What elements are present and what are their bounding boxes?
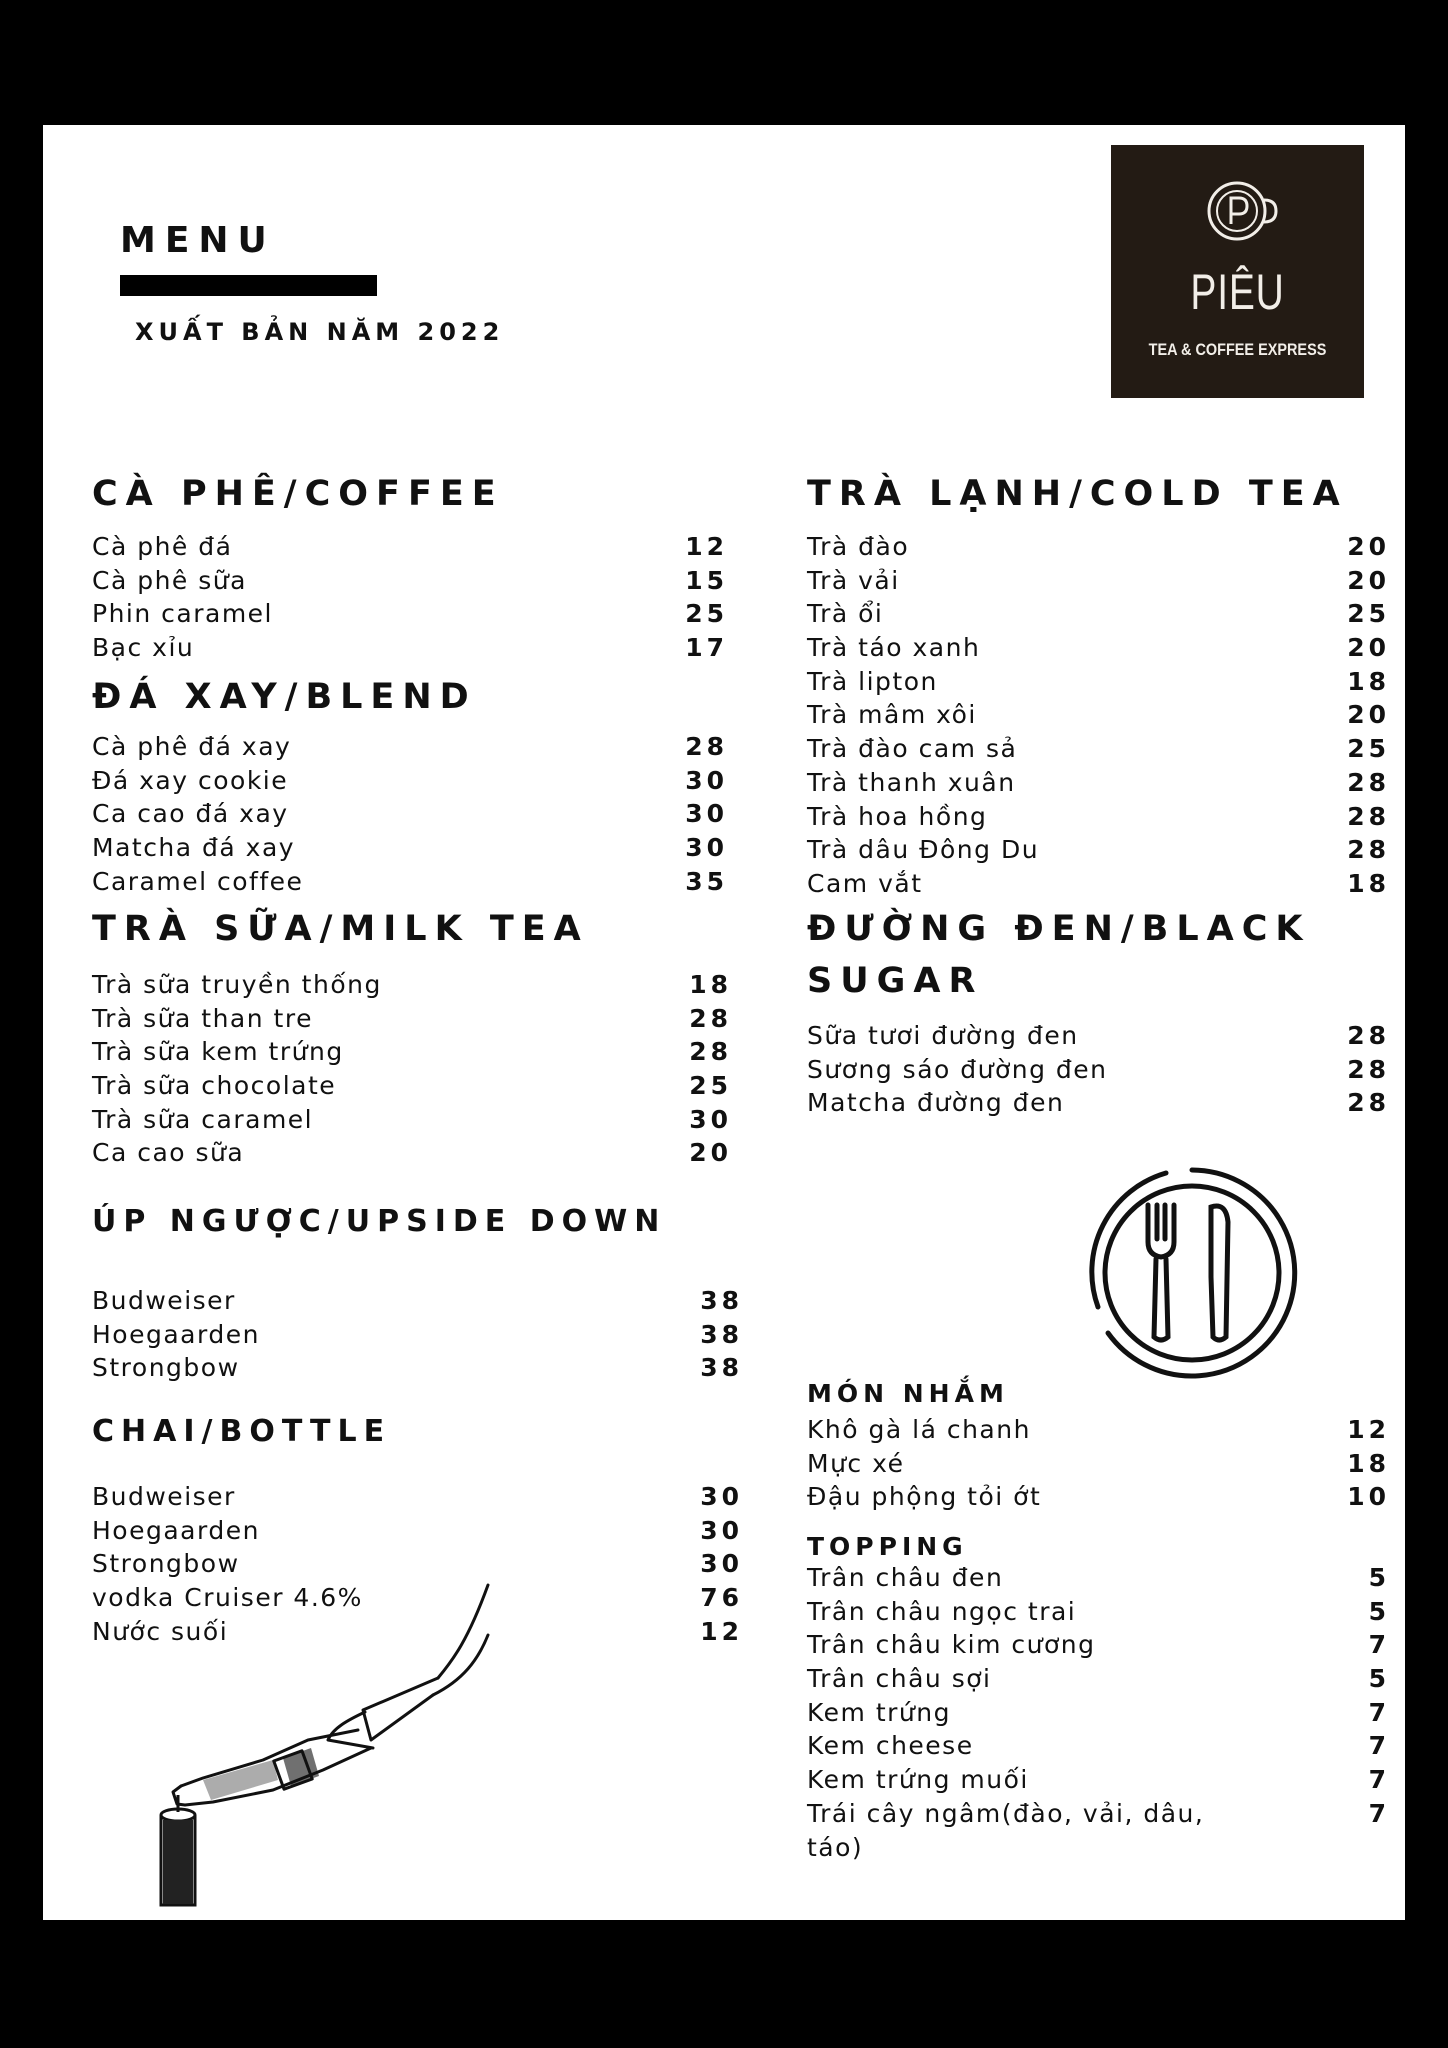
menu-item: Sương sáo đường đen 28 <box>807 1053 1390 1087</box>
menu-item: Trà hoa hồng 28 <box>807 800 1390 834</box>
item-price: 25 <box>689 1071 732 1101</box>
item-price: 30 <box>685 833 728 863</box>
section-title-snacks: MÓN NHẮM <box>807 1379 1009 1408</box>
menu-item: Trà mâm xôi 20 <box>807 698 1390 732</box>
item-price: 18 <box>689 970 732 999</box>
menu-item: Nước suối 12 <box>92 1615 743 1649</box>
menu-item: Cà phê sữa 15 <box>92 564 728 598</box>
item-price: 30 <box>689 1104 732 1134</box>
menu-item: Ca cao sữa 20 <box>92 1136 732 1170</box>
coffee-cup-logo-icon <box>1111 178 1364 244</box>
item-price: 18 <box>1347 666 1390 696</box>
black-sugar-title-line2: SUGAR <box>807 961 984 1001</box>
item-price: 15 <box>685 565 728 595</box>
menu-item: vodka Cruiser 4.6% 76 <box>92 1581 743 1615</box>
item-price: 28 <box>1347 835 1390 865</box>
item-price: 7 <box>1368 1798 1390 1828</box>
item-price: 20 <box>1347 633 1390 663</box>
item-price: 30 <box>700 1549 743 1579</box>
item-price: 28 <box>1347 767 1390 797</box>
item-price: 20 <box>1347 700 1390 730</box>
item-price: 7 <box>1368 1697 1390 1727</box>
menu-subtitle: XUẤT BẢN NĂM 2022 <box>135 318 505 346</box>
item-price: 12 <box>1347 1415 1390 1444</box>
section-title-black-sugar <box>807 903 1311 1007</box>
snacks-list <box>807 1413 1390 1514</box>
menu-item: Trân châu kim cương 7 <box>807 1628 1390 1662</box>
item-price: 38 <box>700 1286 743 1315</box>
item-price: 38 <box>700 1319 743 1349</box>
item-price: 38 <box>700 1353 743 1383</box>
menu-item: Ca cao đá xay 30 <box>92 797 728 831</box>
menu-item: Đậu phộng tỏi ớt 10 <box>807 1480 1390 1514</box>
menu-title: MENU <box>120 220 276 261</box>
menu-item: Trà lipton 18 <box>807 665 1390 699</box>
item-price: 10 <box>1347 1482 1390 1512</box>
item-price: 28 <box>1347 1088 1390 1118</box>
item-price: 25 <box>1347 734 1390 764</box>
item-price: 35 <box>685 866 728 896</box>
item-price: 28 <box>689 1003 732 1033</box>
item-price: 28 <box>689 1037 732 1067</box>
section-title-bottle: CHAI/BOTTLE <box>92 1414 392 1449</box>
menu-item: Cam vắt 18 <box>807 867 1390 901</box>
milk-tea-list <box>92 968 732 1170</box>
menu-item: Hoegaarden 30 <box>92 1514 743 1548</box>
item-price: 5 <box>1368 1596 1390 1626</box>
menu-item: Trà đào 20 <box>807 530 1390 564</box>
menu-item: Sữa tươi đường đen 28 <box>807 1019 1390 1053</box>
menu-item: Trái cây ngâm(đào, vải, dâu, táo) 7 <box>807 1798 1390 1862</box>
menu-item: Mực xé 18 <box>807 1447 1390 1481</box>
item-price: 28 <box>685 732 728 761</box>
item-price: 30 <box>700 1515 743 1545</box>
brand-name: PIÊU <box>1190 264 1285 320</box>
item-price: 5 <box>1368 1664 1390 1694</box>
menu-item: Kem trứng 7 <box>807 1696 1390 1730</box>
menu-item: Trà sữa truyền thống 18 <box>92 968 732 1002</box>
item-price: 25 <box>1347 599 1390 629</box>
section-title-upside-down: ÚP NGƯỢC/UPSIDE DOWN <box>92 1204 667 1239</box>
coffee-list <box>92 530 728 665</box>
section-title-blend: ĐÁ XAY/BLEND <box>92 677 477 717</box>
section-title-milk-tea: TRÀ SỮA/MILK TEA <box>92 909 589 949</box>
item-price: 20 <box>1347 532 1390 561</box>
menu-item: Trà sữa than tre 28 <box>92 1002 732 1036</box>
menu-item: Trà sữa chocolate 25 <box>92 1069 732 1103</box>
item-price: 30 <box>700 1482 743 1511</box>
menu-item: Budweiser 30 <box>92 1480 743 1514</box>
black-sugar-title-line1: ĐƯỜNG ĐEN/BLACK <box>807 909 1311 949</box>
topping-list <box>807 1561 1390 1867</box>
brand-logo <box>1111 145 1364 398</box>
section-title-topping: TOPPING <box>807 1532 968 1561</box>
menu-item: Caramel coffee 35 <box>92 865 728 899</box>
upside-down-list <box>92 1284 743 1385</box>
menu-item: Strongbow 38 <box>92 1351 743 1385</box>
menu-item: Hoegaarden 38 <box>92 1318 743 1352</box>
menu-item: Matcha đá xay 30 <box>92 831 728 865</box>
menu-item: Trân châu sợi 5 <box>807 1662 1390 1696</box>
menu-item: Phin caramel 25 <box>92 597 728 631</box>
menu-item: Trà đào cam sả 25 <box>807 732 1390 766</box>
item-price: 76 <box>700 1583 743 1613</box>
menu-item: Trà táo xanh 20 <box>807 631 1390 665</box>
item-price: 28 <box>1347 1054 1390 1084</box>
menu-item: Cà phê đá 12 <box>92 530 728 564</box>
menu-item: Đá xay cookie 30 <box>92 764 728 798</box>
item-price: 18 <box>1347 868 1390 898</box>
menu-item: Trà dâu Đông Du 28 <box>807 833 1390 867</box>
menu-item: Trà vải 20 <box>807 564 1390 598</box>
item-price: 17 <box>685 633 728 663</box>
menu-item: Trân châu ngọc trai 5 <box>807 1595 1390 1629</box>
section-title-coffee: CÀ PHÊ/COFFEE <box>92 474 504 514</box>
item-price: 12 <box>685 532 728 561</box>
item-price: 12 <box>700 1616 743 1646</box>
menu-item: Trà thanh xuân 28 <box>807 766 1390 800</box>
menu-item: Trà sữa kem trứng 28 <box>92 1035 732 1069</box>
pouring-bottle-illustration <box>133 1580 493 1910</box>
menu-sheet <box>43 125 1405 1920</box>
item-price: 28 <box>1347 1021 1390 1050</box>
menu-item: Trà ổi 25 <box>807 597 1390 631</box>
plate-fork-knife-icon <box>1086 1167 1298 1379</box>
title-underline-bar <box>120 275 377 296</box>
item-price: 20 <box>689 1138 732 1168</box>
black-sugar-list <box>807 1019 1390 1120</box>
menu-item: Matcha đường đen 28 <box>807 1086 1390 1120</box>
menu-item: Khô gà lá chanh 12 <box>807 1413 1390 1447</box>
item-price: 30 <box>685 765 728 795</box>
item-price: 18 <box>1347 1448 1390 1478</box>
item-price: 7 <box>1368 1630 1390 1660</box>
item-price: 25 <box>685 599 728 629</box>
blend-list <box>92 730 728 898</box>
item-price: 30 <box>685 799 728 829</box>
section-title-cold-tea: TRÀ LẠNH/COLD TEA <box>807 474 1348 514</box>
menu-item: Bạc xỉu 17 <box>92 631 728 665</box>
menu-item: Trà sữa caramel 30 <box>92 1103 732 1137</box>
menu-item: Kem cheese 7 <box>807 1729 1390 1763</box>
menu-item: Budweiser 38 <box>92 1284 743 1318</box>
menu-item: Strongbow 30 <box>92 1547 743 1581</box>
menu-item: Cà phê đá xay 28 <box>92 730 728 764</box>
item-price: 20 <box>1347 565 1390 595</box>
item-price: 5 <box>1368 1563 1390 1592</box>
item-price: 28 <box>1347 801 1390 831</box>
item-price: 7 <box>1368 1731 1390 1761</box>
menu-item: Kem trứng muối 7 <box>807 1763 1390 1797</box>
cold-tea-list <box>807 530 1390 901</box>
menu-item: Trân châu đen 5 <box>807 1561 1390 1595</box>
brand-tagline: TEA & COFFEE EXPRESS <box>1148 340 1327 359</box>
item-price: 7 <box>1368 1765 1390 1795</box>
